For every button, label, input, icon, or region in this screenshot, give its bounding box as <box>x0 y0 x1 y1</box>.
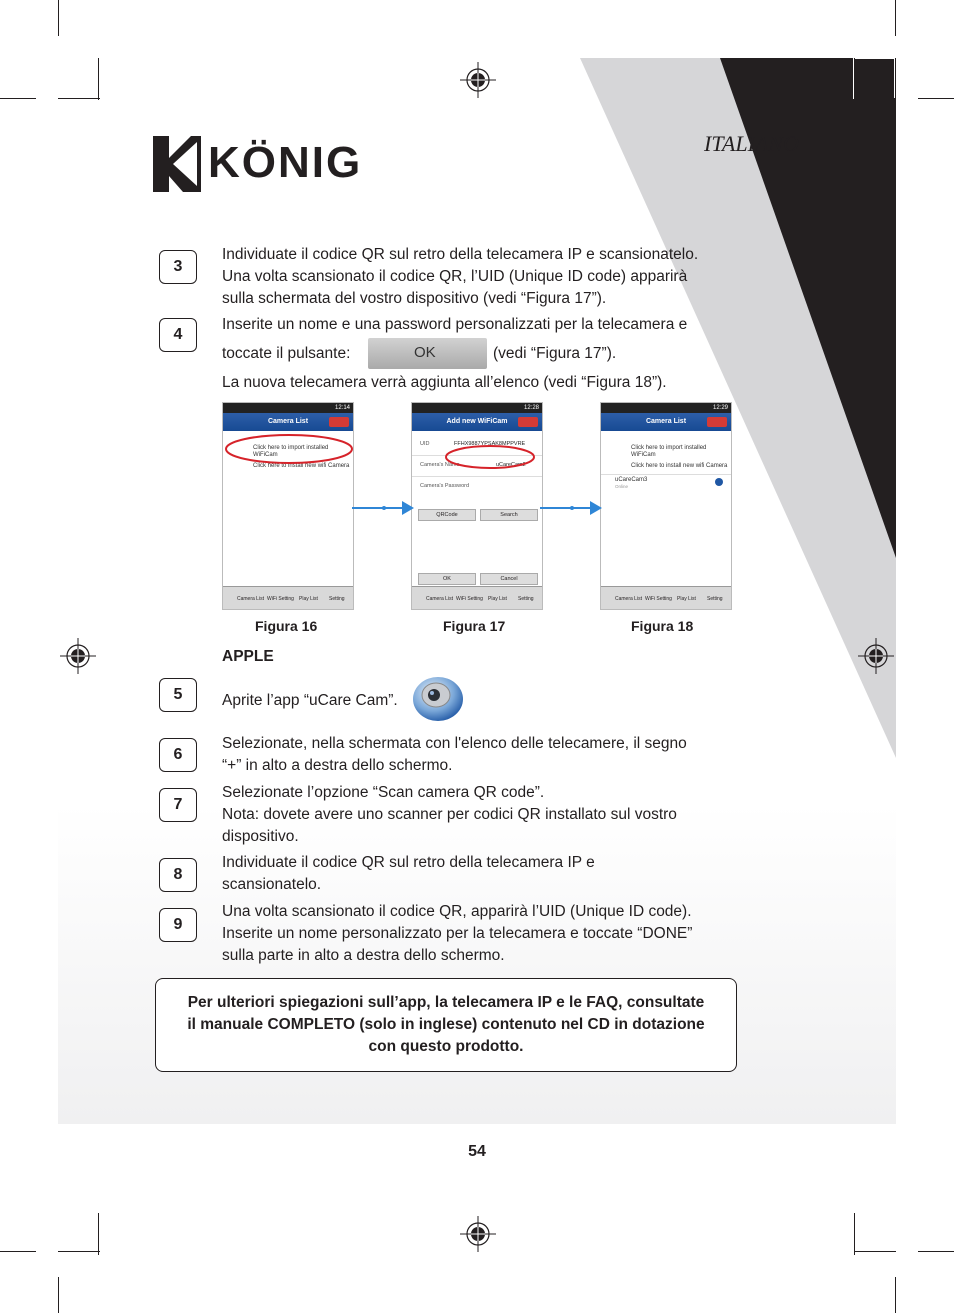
add-button[interactable] <box>707 417 727 427</box>
language-label: ITALIANO <box>704 131 799 156</box>
step-9-text <box>222 901 742 967</box>
step-number: 7 <box>159 788 197 822</box>
phone-screenshot-figura-18 <box>600 402 732 610</box>
screen-title: Camera List <box>645 418 687 425</box>
text-line: scansionatelo. <box>222 876 322 893</box>
step-number: 6 <box>159 738 197 772</box>
name-label: Camera's Name <box>420 462 460 468</box>
registration-mark-icon <box>460 62 496 98</box>
list-item[interactable]: Click here to install new wifi Camera <box>253 463 350 469</box>
step-8-text <box>222 852 742 896</box>
nav-item[interactable]: Play List <box>488 596 507 602</box>
search-button[interactable]: Search <box>480 509 538 521</box>
text-line: Individuate il codice QR sul retro della telecamera IP e <box>222 854 595 871</box>
step-4-line2-after: (vedi “Figura 17”). <box>493 345 617 362</box>
figure-caption: Figura 16 <box>255 618 318 634</box>
step-4-line1: Inserite un nome e una password personalizzati per la telecamera e <box>222 316 688 333</box>
text-line: Individuate il codice QR sul retro della telecamera IP e scansionatelo. <box>222 246 699 263</box>
crop-mark <box>918 1251 954 1252</box>
nav-item[interactable]: WiFi Setting <box>267 596 294 602</box>
text-line: Una volta scansionato il codice QR, apparirà l’UID (Unique ID code). <box>222 903 692 920</box>
section-heading-apple: APPLE <box>222 648 274 665</box>
ok-button-small[interactable]: OK <box>418 573 476 585</box>
registration-mark-icon <box>858 638 894 674</box>
highlight-ellipse <box>222 432 356 466</box>
bottom-nav <box>601 586 731 609</box>
ucare-cam-app-icon <box>410 671 466 723</box>
cancel-button[interactable]: Cancel <box>480 573 538 585</box>
step-number: 5 <box>159 678 197 712</box>
status-bar <box>601 403 731 413</box>
text-line: sulla schermata del vostro dispositivo (vedi “Figura 17”). <box>222 290 607 307</box>
crop-mark <box>854 58 855 100</box>
nav-item[interactable]: Setting <box>518 596 534 602</box>
screen-title: Add new WiFiCam <box>446 418 508 425</box>
status-time: 12:29 <box>712 405 728 411</box>
figure-caption: Figura 17 <box>443 618 506 634</box>
app-title-bar <box>223 413 353 431</box>
step-number: 3 <box>159 250 197 284</box>
crop-mark <box>58 1277 59 1313</box>
text-line: Selezionate, nella schermata con l'elenco delle telecamere, il segno <box>222 735 687 752</box>
name-value[interactable]: uCareCam2 <box>496 462 526 468</box>
step-number: 8 <box>159 858 197 892</box>
list-item[interactable]: Click here to import installed WiFiCam <box>631 445 707 458</box>
crop-mark <box>895 0 896 36</box>
nav-item[interactable]: Setting <box>707 596 723 602</box>
password-label: Camera's Password <box>420 483 470 489</box>
step-3-text <box>222 244 742 310</box>
step-number: 4 <box>159 318 197 352</box>
text-line: Inserite un nome personalizzato per la telecamera e toccate “DONE” <box>222 925 693 942</box>
nav-item[interactable]: Play List <box>299 596 318 602</box>
crop-mark <box>98 58 99 100</box>
camera-name: uCareCam3 <box>615 477 648 483</box>
crop-mark <box>854 98 896 99</box>
crop-mark <box>58 1251 100 1252</box>
arrow-right-icon <box>540 500 604 516</box>
arrow-right-icon <box>352 500 416 516</box>
uid-label: UID <box>420 441 430 447</box>
ok-button-label: OK <box>414 344 436 361</box>
crop-mark <box>58 0 59 36</box>
app-title-bar <box>601 413 731 431</box>
list-item[interactable]: Click here to import installed WiFiCam <box>253 445 329 458</box>
status-bar <box>223 403 353 413</box>
crop-mark <box>0 1251 36 1252</box>
step-4-line3: La nuova telecamera verrà aggiunta all’elenco (vedi “Figura 18”). <box>222 374 667 391</box>
registration-mark-icon <box>60 638 96 674</box>
step-7-text <box>222 782 742 848</box>
text-line: Selezionate l’opzione “Scan camera QR code”. <box>222 784 545 801</box>
nav-item[interactable]: Camera List <box>615 596 642 602</box>
note-line: il manuale COMPLETO (solo in inglese) contenuto nel CD in dotazione <box>187 1016 705 1033</box>
add-button[interactable] <box>329 417 349 427</box>
step-5-text: Aprite l’app “uCare Cam”. <box>222 692 398 709</box>
status-bar <box>412 403 542 413</box>
nav-item[interactable]: WiFi Setting <box>456 596 483 602</box>
password-row <box>412 476 542 495</box>
phone-screenshot-figura-17 <box>411 402 543 610</box>
list-item[interactable]: Click here to install new wifi Camera <box>631 463 728 469</box>
crop-mark <box>854 1251 896 1252</box>
step-4-line2-before: toccate il pulsante: <box>222 345 351 362</box>
crop-mark <box>854 1213 855 1255</box>
note-box <box>155 978 737 1072</box>
crop-mark <box>895 1277 896 1313</box>
note-line: Per ulteriori spiegazioni sull’app, la telecamera IP e le FAQ, consultate <box>187 994 705 1011</box>
crop-mark <box>98 1213 99 1255</box>
page-number: 54 <box>468 1143 486 1160</box>
nav-item[interactable]: Play List <box>677 596 696 602</box>
ok-button[interactable] <box>368 338 487 369</box>
text-line: dispositivo. <box>222 828 299 845</box>
camera-status: Online <box>615 484 629 489</box>
step-6-text <box>222 733 742 777</box>
text-line: “+” in alto a destra dello schermo. <box>222 757 453 774</box>
konig-logo-icon <box>153 136 201 192</box>
nav-item[interactable]: Setting <box>329 596 345 602</box>
note-line: con questo prodotto. <box>368 1038 524 1055</box>
crop-mark <box>58 98 100 99</box>
corner-square <box>853 58 895 99</box>
bottom-nav <box>412 586 542 609</box>
status-time: 12:28 <box>523 405 539 411</box>
camera-row[interactable] <box>601 474 731 491</box>
crop-mark <box>918 98 954 99</box>
uid-value[interactable]: FFHX9887YPSAK8MPPVRE <box>454 441 526 447</box>
nav-item[interactable]: Camera List <box>426 596 453 602</box>
screen-title: Camera List <box>267 418 309 425</box>
crop-mark <box>0 98 36 99</box>
nav-item[interactable]: WiFi Setting <box>645 596 672 602</box>
done-button[interactable] <box>518 417 538 427</box>
figure-caption: Figura 18 <box>631 618 694 634</box>
text-line: Una volta scansionato il codice QR, l’UID (Unique ID code) apparirà <box>222 268 688 285</box>
nav-item[interactable]: Camera List <box>237 596 264 602</box>
highlight-ellipse <box>444 444 536 470</box>
text-line: sulla parte in alto a destra dello schermo. <box>222 947 505 964</box>
status-time: 12:14 <box>334 405 350 411</box>
brand-name: KÖNIG <box>208 138 363 187</box>
bottom-nav <box>223 586 353 609</box>
text-line: Nota: dovete avere uno scanner per codici QR installato sul vostro <box>222 806 677 823</box>
qrcode-button[interactable]: QRCode <box>418 509 476 521</box>
app-title-bar <box>412 413 542 431</box>
step-number: 9 <box>159 908 197 942</box>
registration-mark-icon <box>460 1216 496 1252</box>
chevron-right-icon[interactable] <box>715 478 723 486</box>
